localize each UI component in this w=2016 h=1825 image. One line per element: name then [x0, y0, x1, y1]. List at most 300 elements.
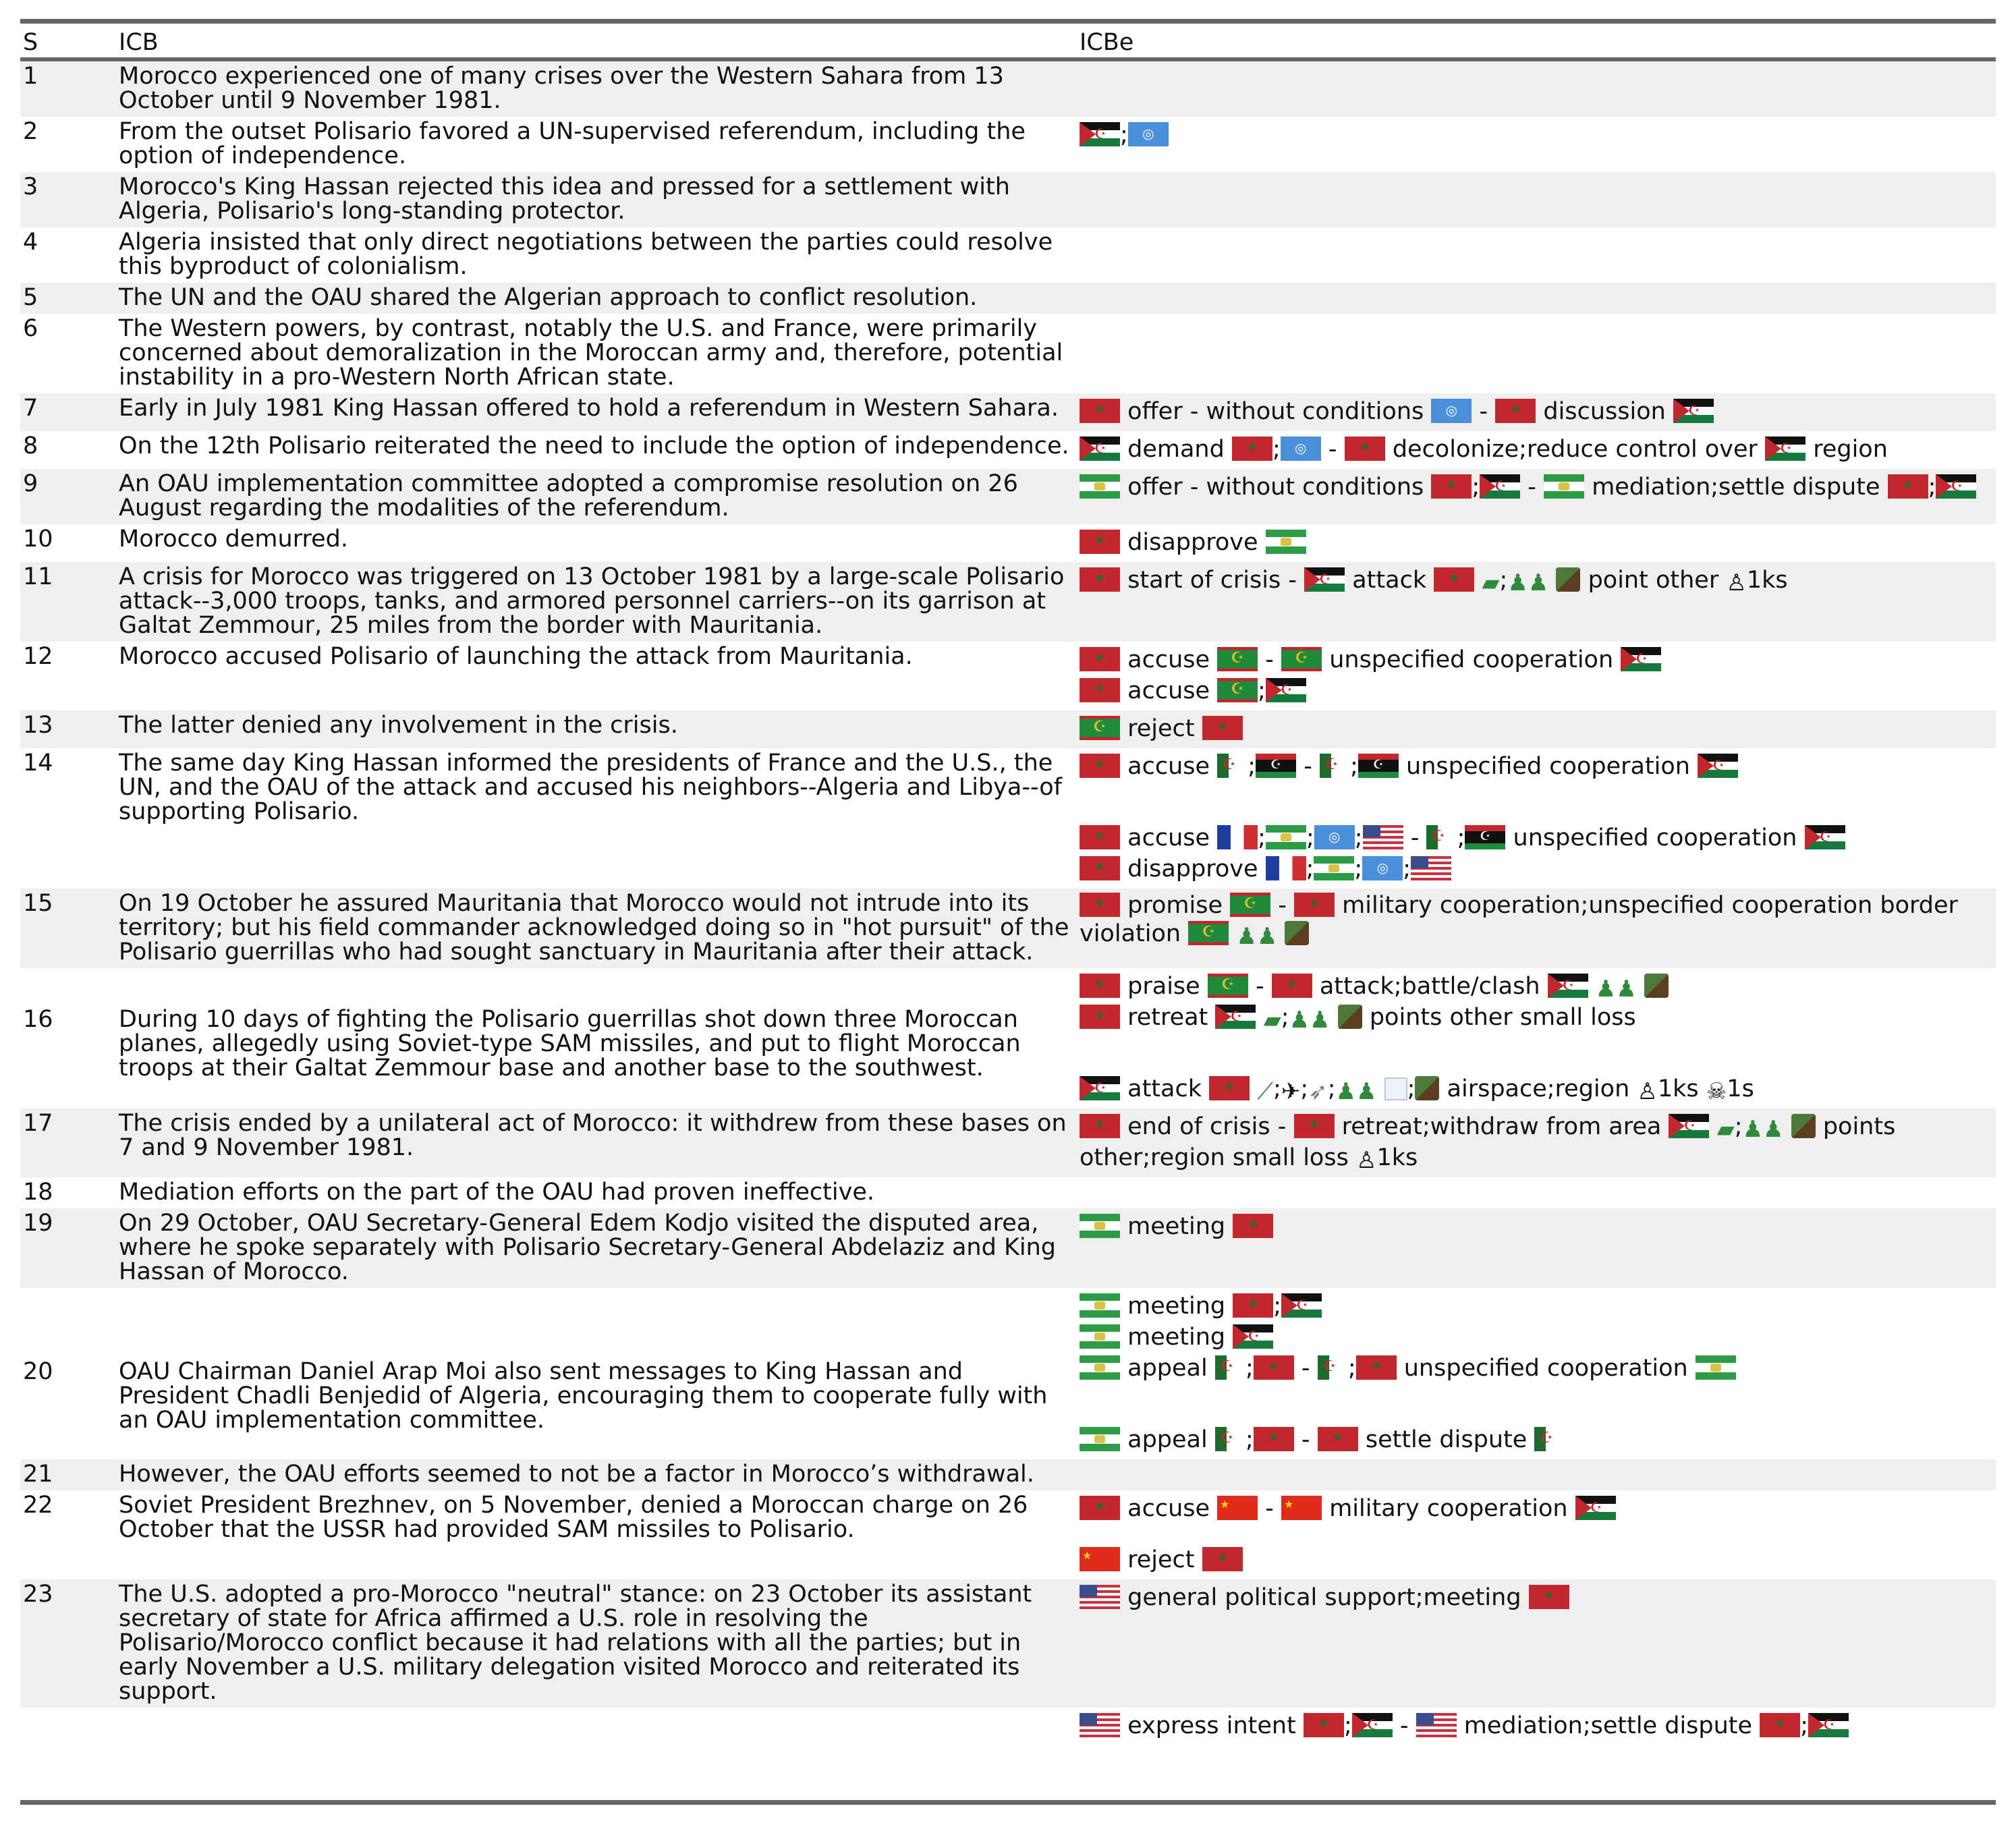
terrain-icon [1285, 921, 1309, 945]
event [1080, 1544, 1993, 1575]
morocco-flag [1345, 437, 1385, 461]
morocco-flag [1233, 1214, 1273, 1238]
soldiers-icon: ♟♟ [1289, 1007, 1331, 1034]
morocco-flag [1232, 437, 1272, 461]
event-label: meeting [1127, 1324, 1226, 1351]
china-flag [1217, 1496, 1258, 1520]
morocco-flag [1080, 678, 1120, 702]
event-label: express intent [1127, 1712, 1296, 1739]
mauritania-flag [1188, 921, 1229, 945]
oau-flag [1080, 1324, 1120, 1349]
event-label: points other;region small loss [1080, 1113, 1896, 1171]
table-row [20, 314, 1996, 393]
event-label: military cooperation;unspecified cooperation border violation [1080, 892, 1958, 947]
morocco-flag [1080, 647, 1120, 671]
usa-flag [1080, 1585, 1120, 1609]
sentence-number: 21 [20, 1459, 116, 1490]
event [1080, 713, 1993, 744]
oau-flag [1080, 1427, 1120, 1451]
soldiers-icon: ♟♟ [1335, 1078, 1377, 1105]
oau-flag [1266, 825, 1306, 849]
soldiers-icon: ♟♟ [1507, 569, 1549, 596]
morocco-flag [1080, 754, 1120, 778]
icbe-events [1077, 1459, 1996, 1490]
polisario-flag [1673, 399, 1714, 423]
event: ☪;◎ [1080, 119, 1993, 150]
event-label: accuse [1127, 1495, 1210, 1522]
icb-text: Mediation efforts on the part of the OAU had proven ineffective. [119, 1179, 874, 1206]
event-label: offer - without conditions [1127, 474, 1424, 501]
sentence-number: 7 [20, 393, 116, 431]
event: ★ accuse ☪ ;☪ - ☪ ;☪ unspecified cooperation ☪ [1080, 751, 1993, 782]
icbe-events [1077, 172, 1996, 227]
icbe-events [1077, 1288, 1996, 1459]
event [1080, 1322, 1993, 1353]
terrain-icon [1338, 1005, 1362, 1029]
icbe-events [1077, 117, 1996, 172]
icb-text: The U.S. adopted a pro-Morocco "neutral" stance: on 23 October its assistant secretary of state for Africa affirmed a U.S. role in resolving the Polisario/Morocco conflict because it had relations with all the parties; but in early November a U.S. military delegation visited Morocco and reiterated its support. [116, 1579, 1077, 1708]
person-icon: ♙ [1355, 1147, 1377, 1174]
icb-text: On 29 October, OAU Secretary-General Edem Kodjo visited the disputed area, where he spoke separately with Polisario Secretary-General Abdelaziz and King Hassan of Morocco. [116, 1208, 1077, 1288]
oau-flag [1696, 1355, 1736, 1380]
france-flag [1266, 856, 1306, 880]
morocco-flag [1529, 1585, 1569, 1609]
morocco-flag [1080, 530, 1120, 554]
sentence-number-20: 20 [23, 1358, 53, 1385]
sentence-number: 6 [23, 315, 38, 342]
icbe-events [1077, 1490, 1996, 1579]
table-row [20, 283, 1996, 314]
morocco-flag [1080, 893, 1120, 917]
icb-text-16: During 10 days of fighting the Polisario guerrillas shot down three Moroccan planes, allegedly using Soviet-type SAM missiles, and put to flight Moroccan troops at their Galtat Zemmour base and another base to the southwest. [119, 1006, 1021, 1082]
icb-text: Morocco experienced one of many crises over the Western Sahara from 13 October until 9 November 1981. [116, 61, 1077, 117]
event [1080, 1582, 1993, 1613]
event-label: attack [1352, 567, 1427, 594]
morocco-flag [1080, 399, 1120, 423]
morocco-flag [1080, 1496, 1120, 1520]
terrain-icon [1415, 1076, 1439, 1100]
table-row [20, 1108, 1996, 1177]
event-label: region [1813, 436, 1888, 463]
libya-flag [1256, 754, 1296, 778]
icbe-events [1077, 642, 1996, 710]
event-label: disapprove [1127, 855, 1258, 882]
morocco-flag [1304, 1713, 1344, 1737]
event: ★ disapprove ; ;◎ ; [1080, 853, 1993, 885]
event-label: meeting [1127, 1293, 1226, 1320]
table-row [20, 431, 1996, 469]
polisario-flag [1215, 1005, 1256, 1029]
bottom-rule [20, 1800, 1996, 1805]
table-row [20, 469, 1996, 524]
sentence-number: 15 [20, 889, 116, 968]
icb-text: Early in July 1981 King Hassan offered to hold a referendum in Western Sahara. [116, 393, 1077, 431]
usa-flag [1416, 1713, 1457, 1737]
table-row [20, 748, 1996, 889]
mauritania-flag [1217, 647, 1258, 671]
icb-text: The UN and the OAU shared the Algerian approach to conflict resolution. [116, 283, 1077, 314]
sentence-number [20, 968, 116, 1108]
event-label: appeal [1127, 1355, 1208, 1382]
icb-text [116, 1708, 1077, 1745]
morocco-flag [1888, 474, 1928, 499]
table-row [20, 393, 1996, 431]
event-label: settle dispute [1365, 1426, 1528, 1453]
sentence-number: 18 [23, 1179, 53, 1206]
polisario-flag [1281, 1293, 1322, 1318]
morocco-flag [1356, 1355, 1397, 1380]
polisario-flag [1575, 1496, 1616, 1520]
crisis-table [20, 24, 1996, 57]
table-row [20, 968, 1996, 1108]
morocco-flag [1495, 399, 1536, 423]
event: meeting ★ ;☪ [1080, 1291, 1993, 1322]
morocco-flag [1294, 893, 1335, 917]
table-row [20, 1490, 1996, 1579]
event: ★ accuse ☪ ;☪ [1080, 675, 1993, 706]
event-label: general political support;meeting [1127, 1584, 1521, 1611]
icbe-events [1077, 889, 1996, 968]
oau-flag [1266, 530, 1306, 554]
mauritania-flag [1217, 678, 1258, 702]
icbe-events [1077, 393, 1996, 431]
event-label: 1ks [1746, 567, 1788, 594]
sentence-number: 13 [20, 710, 116, 748]
event: ★ accuse ; ;◎ ; - ☪ ;☪ unspecified cooperation ☪ [1080, 822, 1993, 853]
icbe-events [1077, 61, 1996, 117]
icb-text: The same day King Hassan informed the presidents of France and the U.S., the UN, and the OAU of the attack and accused his neighbors--Algeria and Libya--of supporting Polisario. [119, 750, 1062, 825]
event-label: 1ks [1376, 1144, 1418, 1171]
terrain-icon [1644, 974, 1669, 998]
icbe-events [1077, 1708, 1996, 1745]
event-label: military cooperation [1329, 1495, 1568, 1522]
missile-icon: ➶ [1308, 1078, 1328, 1105]
sentence-number [20, 1708, 116, 1745]
algeria-flag [1217, 754, 1240, 778]
polisario-flag [1080, 1076, 1120, 1100]
mauritania-flag [1080, 716, 1120, 740]
event-label: accuse [1127, 824, 1210, 851]
polisario-flag [1080, 122, 1120, 146]
polisario-flag [1936, 474, 1976, 499]
event-label: meeting [1127, 1213, 1226, 1240]
oau-flag [1080, 1355, 1120, 1380]
icbe-events [1077, 469, 1996, 524]
icbe-events [1077, 710, 1996, 748]
un-flag [1281, 437, 1321, 461]
soldiers-icon: ♟♟ [1236, 923, 1278, 950]
sentence-number: 23 [20, 1579, 116, 1708]
icbe-events [1077, 524, 1996, 562]
table-row [20, 172, 1996, 227]
event-label: end of crisis - [1127, 1113, 1287, 1140]
header-row [20, 24, 1996, 57]
libya-flag [1465, 825, 1505, 849]
sentence-number: 8 [23, 432, 38, 459]
table-row [20, 1208, 1996, 1288]
table-row [20, 710, 1996, 748]
polisario-flag [1548, 974, 1588, 998]
event: ★ praise ☪ - ★ attack;battle/clash ☪ ♟♟ [1080, 971, 1993, 1002]
event: offer - without conditions ★ ;☪ - mediation;settle dispute ★ ;☪ [1080, 472, 1993, 503]
icbe-events [1077, 227, 1996, 283]
morocco-flag [1318, 1427, 1358, 1451]
tank-icon: ▰ [1716, 1116, 1735, 1143]
event-label: unspecified cooperation [1513, 824, 1797, 851]
soldiers-icon: ♟♟ [1742, 1116, 1784, 1143]
oau-flag [1544, 474, 1584, 499]
morocco-flag [1080, 825, 1120, 849]
col-header-s: S [23, 29, 38, 56]
icb-text: The crisis ended by a unilateral act of Morocco: it withdrew from these bases on 7 and 9 November 1981. [116, 1108, 1077, 1177]
polisario-flag [1352, 1713, 1393, 1737]
polisario-flag [1698, 754, 1738, 778]
morocco-flag [1254, 1355, 1294, 1380]
event-label: accuse [1127, 646, 1210, 673]
event-label: airspace;region [1447, 1075, 1630, 1102]
sentence-number: 5 [20, 283, 116, 314]
event: ☪ attack ★ ⟋;✈;➶;♟♟ ; airspace;region ♙1ks ☠1s [1080, 1073, 1993, 1104]
event-label: attack;battle/clash [1319, 973, 1540, 1000]
un-flag [1314, 825, 1355, 849]
morocco-flag [1202, 1547, 1243, 1571]
event [1080, 1211, 1993, 1242]
event-label: praise [1127, 973, 1200, 1000]
icbe-events [1077, 431, 1996, 469]
table-row [20, 1579, 1996, 1708]
event [1080, 527, 1993, 558]
icb-text: Morocco demurred. [119, 526, 348, 553]
sentence-number: 10 [23, 526, 53, 553]
china-flag [1281, 1496, 1322, 1520]
event: ★ accuse ☪ - ☪ unspecified cooperation ☪ [1080, 644, 1993, 675]
un-flag [1431, 399, 1472, 423]
artillery-icon: ⟋ [1257, 1078, 1274, 1105]
sentence-number: 14 [23, 750, 53, 777]
morocco-flag [1272, 974, 1312, 998]
icb-text: A crisis for Morocco was triggered on 13 October 1981 by a large-scale Polisario attack--3,000 troops, tanks, and armored personnel carriers--on its garrison at Galtat Zemmour, 25 miles from the border with Mauritania. [116, 562, 1077, 642]
icb-text: From the outset Polisario favored a UN-supervised referendum, including the option of independence. [119, 118, 1026, 169]
terrain-icon [1791, 1114, 1816, 1138]
event-label: unspecified cooperation [1403, 1355, 1688, 1382]
mauritania-flag [1230, 893, 1270, 917]
table-row [20, 642, 1996, 710]
sentence-number: 2 [23, 118, 38, 145]
icb-text: Soviet President Brezhnev, on 5 November, denied a Moroccan charge on 26 October that the USSR had provided SAM missiles to Polisario. [119, 1492, 1028, 1543]
event-label: promise [1127, 892, 1223, 919]
table-row [20, 889, 1996, 968]
top-rule [20, 19, 1996, 24]
event-label: mediation;settle dispute [1592, 474, 1880, 501]
event-label: start of crisis - [1127, 567, 1297, 594]
polisario-flag [1304, 567, 1345, 592]
algeria-flag [1318, 1355, 1341, 1380]
un-flag [1362, 856, 1403, 880]
cube-icon [1384, 1077, 1407, 1100]
tank-icon: ▰ [1263, 1007, 1281, 1034]
morocco-flag [1080, 1114, 1120, 1138]
icbe-events [1077, 748, 1996, 889]
crisis-table-body [20, 61, 1996, 1745]
morocco-flag [1080, 974, 1120, 998]
morocco-flag [1760, 1713, 1800, 1737]
polisario-flag [1808, 1713, 1849, 1737]
col-header-icbe: ICBe [1080, 29, 1134, 56]
icbe-events [1077, 314, 1996, 393]
col-header-icb: ICB [119, 29, 159, 56]
icbe-events [1077, 968, 1996, 1108]
icbe-events [1077, 1177, 1996, 1208]
tank-icon: ▰ [1482, 569, 1500, 596]
event-label: 1s [1727, 1075, 1754, 1102]
person-icon: ♙ [1637, 1078, 1658, 1105]
morocco-flag [1209, 1076, 1250, 1100]
morocco-flag [1431, 474, 1472, 499]
france-flag [1217, 825, 1258, 849]
event: ★ start of crisis - ☪ attack ★ ▰;♟♟ point other ♙1ks [1080, 565, 1993, 596]
event-label: accuse [1127, 677, 1210, 704]
sentence-number: 22 [23, 1492, 53, 1519]
table-row [20, 61, 1996, 117]
jet-icon: ✈ [1281, 1078, 1301, 1105]
event-label: retreat;withdraw from area [1341, 1113, 1662, 1140]
event: ★ promise ☪ - ★ military cooperation;unspecified cooperation border violation ☪ ♟♟ [1080, 891, 1993, 949]
icbe-table-container [20, 19, 1996, 1745]
event-label: reject [1127, 1546, 1195, 1573]
event-label: attack [1127, 1075, 1202, 1102]
usa-flag [1080, 1713, 1120, 1737]
skull-icon: ☠ [1706, 1078, 1727, 1105]
algeria-flag [1320, 754, 1343, 778]
oau-flag [1080, 1214, 1120, 1238]
event-label: reject [1127, 715, 1195, 742]
icbe-events [1077, 1579, 1996, 1708]
polisario-flag [1765, 437, 1805, 461]
oau-flag [1080, 474, 1120, 499]
icb-text: An OAU implementation committee adopted a compromise resolution on 26 August regarding the modalities of the referendum. [116, 469, 1077, 524]
event-label: demand [1127, 436, 1225, 463]
morocco-flag [1080, 856, 1120, 880]
table-row [20, 117, 1996, 172]
un-flag [1128, 122, 1169, 146]
icb-text: On 19 October he assured Mauritania that Morocco would not intrude into its territory; but his field commander acknowledged doing so in "hot pursuit" of the Polisario guerrillas who had sought sanctuary in Mauritania after their attack. [116, 889, 1077, 968]
icb-text [116, 968, 1077, 1108]
table-row [20, 227, 1996, 283]
icbe-events [1077, 1108, 1996, 1177]
algeria-flag [1215, 1355, 1238, 1380]
sentence-number-16: 16 [23, 1006, 53, 1033]
event: ★ offer - without conditions ◎ - ★ discussion ☪ [1080, 396, 1993, 427]
icb-text: The Western powers, by contrast, notably the U.S. and France, were primarily concerned about demoralization in the Moroccan army and, therefore, potential instability in a pro-Western North African state. [119, 315, 1063, 391]
algeria-flag [1534, 1427, 1557, 1451]
sentence-number [20, 1288, 116, 1459]
sentence-number: 3 [20, 172, 116, 227]
libya-flag [1358, 754, 1399, 778]
person-icon: ♙ [1726, 569, 1747, 596]
event-label: accuse [1127, 753, 1210, 780]
icb-text [116, 1288, 1077, 1459]
event-label: offer - without conditions [1127, 398, 1424, 425]
polisario-flag [1669, 1114, 1709, 1138]
table-row [20, 524, 1996, 562]
event: ★ accuse ★ - ★ military cooperation ☪ [1080, 1493, 1993, 1524]
oau-flag [1314, 856, 1354, 880]
sentence-number: 1 [20, 61, 116, 117]
event-label: mediation;settle dispute [1463, 1712, 1753, 1739]
morocco-flag [1434, 567, 1474, 592]
event-label: 1ks [1657, 1075, 1699, 1102]
morocco-flag [1080, 1005, 1120, 1029]
icb-text: The latter denied any involvement in the crisis. [116, 710, 1077, 748]
algeria-flag [1215, 1427, 1238, 1451]
table-row [20, 1288, 1996, 1459]
event-label: disapprove [1127, 529, 1258, 556]
event-label: retreat [1127, 1004, 1208, 1031]
event: express intent ★ ;☪ - mediation;settle dispute ★ ;☪ [1080, 1710, 1993, 1741]
morocco-flag [1233, 1293, 1273, 1318]
icbe-events [1077, 283, 1996, 314]
sentence-number: 4 [23, 229, 38, 256]
polisario-flag [1266, 678, 1306, 702]
event: ★ retreat ☪ ▰;♟♟ points other small loss [1080, 1002, 1993, 1033]
mauritania-flag [1281, 647, 1322, 671]
morocco-flag [1080, 567, 1120, 592]
table-row [20, 1459, 1996, 1490]
icb-text: Morocco accused Polisario of launching the attack from Mauritania. [119, 643, 913, 670]
mauritania-flag [1208, 974, 1248, 998]
polisario-flag [1621, 647, 1661, 671]
event: appeal ☪ ;★ - ☪ ;★ unspecified cooperation [1080, 1353, 1993, 1384]
event-label: points other small loss [1369, 1004, 1636, 1031]
polisario-flag [1805, 825, 1845, 849]
morocco-flag [1254, 1427, 1294, 1451]
sentence-number: 17 [20, 1108, 116, 1177]
soldiers-icon: ♟♟ [1595, 976, 1637, 1003]
icbe-events [1077, 1208, 1996, 1288]
event-label: discussion [1543, 398, 1666, 425]
sentence-number: 9 [20, 469, 116, 524]
event-label: unspecified cooperation [1406, 753, 1690, 780]
polisario-flag [1080, 437, 1120, 461]
morocco-flag [1202, 716, 1243, 740]
event-label: decolonize;reduce control over [1392, 436, 1758, 463]
icb-text: However, the OAU efforts seemed to not be a factor in Morocco’s withdrawal. [116, 1459, 1077, 1490]
sentence-number: 19 [20, 1208, 116, 1288]
china-flag [1080, 1547, 1120, 1571]
terrain-icon [1556, 567, 1580, 592]
sentence-number: 12 [23, 643, 53, 670]
sentence-number: 11 [20, 562, 116, 642]
event: ☪ demand ★ ;◎ - ★ decolonize;reduce control over ☪ region [1080, 434, 1993, 465]
usa-flag [1363, 825, 1403, 849]
event: appeal ☪ ;★ - ★ settle dispute ☪ [1080, 1424, 1993, 1455]
icb-text: On the 12th Polisario reiterated the need to include the option of independence. [119, 432, 1069, 459]
event-label: unspecified cooperation [1329, 646, 1614, 673]
polisario-flag [1480, 474, 1520, 499]
icb-text: Morocco's King Hassan rejected this idea and pressed for a settlement with Algeria, Polisario's long-standing protector. [116, 172, 1077, 227]
table-row [20, 1177, 1996, 1208]
icb-text-20: OAU Chairman Daniel Arap Moi also sent messages to King Hassan and President Chadli Benjedid of Algeria, encouraging them to cooperate fully with an OAU implementation committee. [119, 1358, 1048, 1434]
table-row [20, 1708, 1996, 1745]
icb-text: Algeria insisted that only direct negotiations between the parties could resolve this byproduct of colonialism. [119, 229, 1053, 280]
morocco-flag [1294, 1114, 1335, 1138]
event: ★ end of crisis - ★ retreat;withdraw from area ☪ ▰;♟♟ points other;region small loss ♙1ks [1080, 1111, 1993, 1173]
event-label: point other [1588, 567, 1719, 594]
oau-flag [1080, 1293, 1120, 1318]
polisario-flag [1233, 1324, 1273, 1349]
table-row [20, 562, 1996, 642]
icbe-events [1077, 562, 1996, 642]
